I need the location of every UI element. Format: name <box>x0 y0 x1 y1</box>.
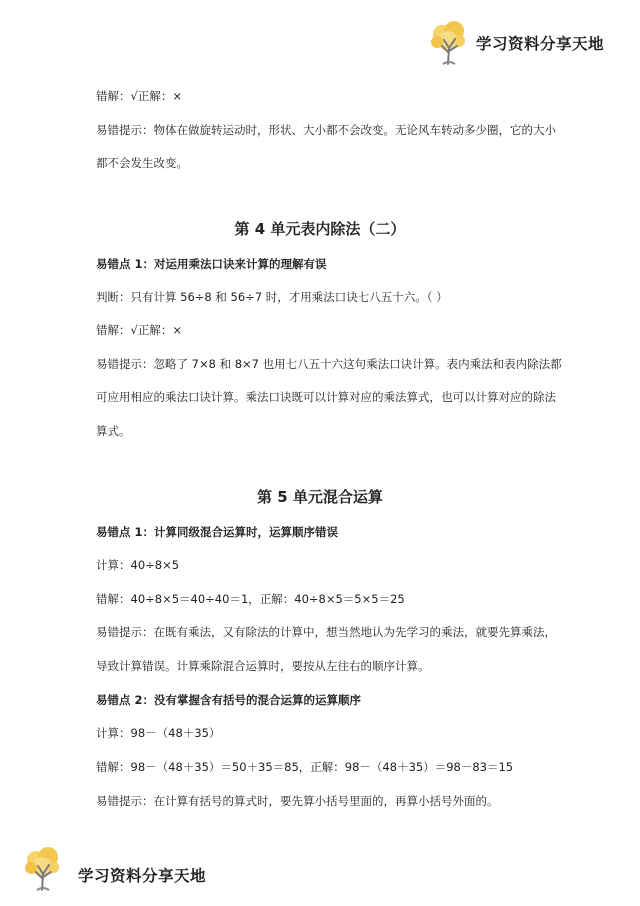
intro-tip-line-1: 易错提示：物体在做旋转运动时，形状、大小都不会改变。无论风车转动多少圈，它的大小 <box>96 123 556 137</box>
brand-logo-bottom <box>22 846 206 892</box>
unit4-tip-line-1: 易错提示：忽略了 7×8 和 8×7 也用七八五十六这句乘法口诀计算。表内乘法和表内除法都 <box>96 357 562 371</box>
tree-logo-icon <box>22 846 64 892</box>
unit4-title: 第 4 单元表内除法（二） <box>234 220 406 238</box>
unit4-tip-line-3: 算式。 <box>96 424 131 438</box>
brand-logo-top <box>428 20 604 66</box>
unit5-tip2: 易错提示：在计算有括号的算式时，要先算小括号里面的，再算小括号外面的。 <box>96 794 499 808</box>
unit5-calc1: 计算：40÷8×5 <box>96 558 180 572</box>
unit5-tip1-line-2: 导致计算错误。计算乘除混合运算时，要按从左往右的顺序计算。 <box>96 659 430 673</box>
unit5-point1-title: 易错点 1：计算同级混合运算时，运算顺序错误 <box>96 525 339 539</box>
tree-logo-icon <box>428 20 470 66</box>
unit5-answer1: 错解：40÷8×5＝40÷40＝1，正解：40÷8×5＝5×5＝25 <box>96 592 405 606</box>
unit4-point1-title: 易错点 1：对运用乘法口诀来计算的理解有误 <box>96 257 327 271</box>
intro-answer: 错解：√正解：× <box>96 89 182 103</box>
intro-tip-line-2: 都不会发生改变。 <box>96 156 188 170</box>
brand-name: 学习资料分享天地 <box>78 867 207 885</box>
unit5-title: 第 5 单元混合运算 <box>257 488 383 506</box>
brand-name: 学习资料分享天地 <box>476 35 605 53</box>
unit4-question: 判断：只有计算 56÷8 和 56÷7 时，才用乘法口诀七八五十六。（ ） <box>96 290 448 304</box>
unit4-answer: 错解：√正解：× <box>96 323 182 337</box>
unit5-point2-title: 易错点 2：没有掌握含有括号的混合运算的运算顺序 <box>96 693 362 707</box>
unit5-tip1-line-1: 易错提示：在既有乘法，又有除法的计算中，想当然地认为先学习的乘法，就要先算乘法， <box>96 625 556 639</box>
unit5-answer2: 错解：98－（48＋35）＝50＋35＝85，正解：98－（48＋35）＝98－83＝15 <box>96 760 514 774</box>
unit4-tip-line-2: 可应用相应的乘法口诀计算。乘法口诀既可以计算对应的乘法算式，也可以计算对应的除法 <box>96 390 556 404</box>
unit5-calc2: 计算：98－（48＋35） <box>96 726 221 740</box>
